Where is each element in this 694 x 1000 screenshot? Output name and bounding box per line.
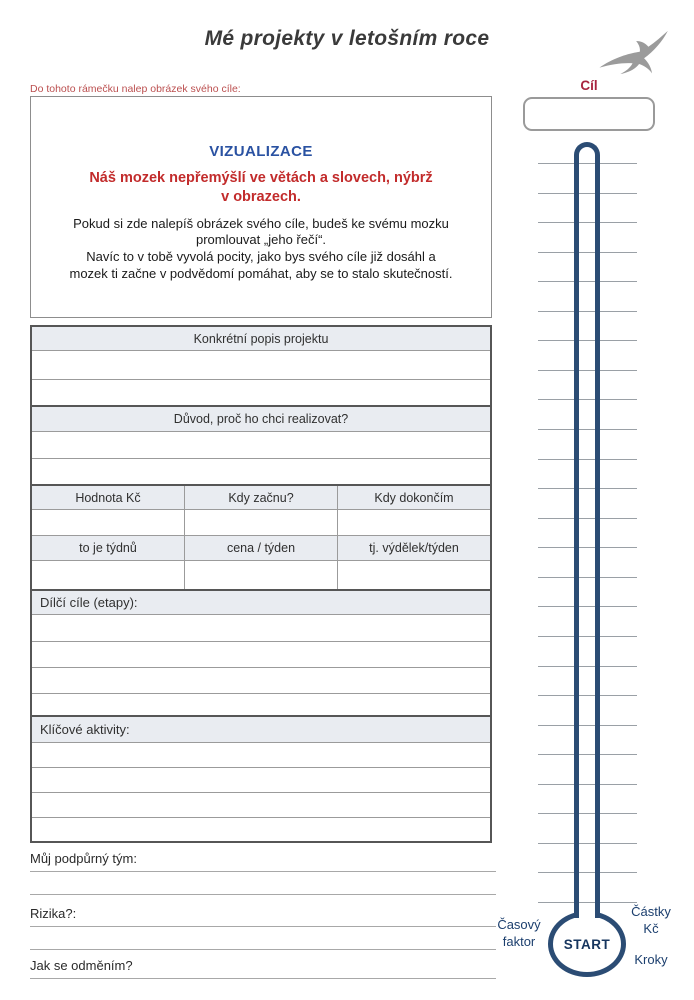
table-row <box>32 510 490 536</box>
section-key-activities <box>32 715 490 841</box>
table-header-cell: Kdy dokončím <box>337 486 490 509</box>
risks-label: Rizika?: <box>30 906 77 921</box>
thermometer-tube <box>574 142 600 918</box>
write-in-row <box>32 615 490 642</box>
section-milestones <box>32 589 490 715</box>
table-cell <box>32 561 184 589</box>
table-header-cell: cena / týden <box>184 536 337 560</box>
section-header: Klíčové aktivity: <box>32 717 490 743</box>
ruled-line <box>30 949 496 950</box>
section-header: Konkrétní popis projektu <box>32 327 490 351</box>
write-in-row <box>32 642 490 668</box>
goal-label: Cíl <box>580 78 598 93</box>
ruled-line <box>30 978 496 979</box>
table-header-cell: to je týdnů <box>79 541 137 555</box>
section-value-table <box>32 484 490 589</box>
visualization-body-line: Navíc to v tobě vyvolá pocity, jako bys svého cíle již dosáhl a <box>86 248 436 264</box>
write-in-row <box>32 768 490 793</box>
visualization-body-line: Pokud si zde nalepíš obrázek svého cíle, budeš ke svému mozku <box>73 215 449 231</box>
amounts-label: Částky Kč <box>631 904 671 936</box>
section-header: Důvod, proč ho chci realizovat? <box>32 407 490 432</box>
table-header-row <box>32 536 490 561</box>
write-in-row <box>32 459 490 484</box>
write-in-row <box>32 793 490 818</box>
time-factor-label: Časový faktor <box>497 917 541 949</box>
table-cell <box>337 561 490 589</box>
visualization-body-line: mozek ti začne v podvědomí pomáhat, aby se to stalo skutečností. <box>69 265 453 281</box>
table-header-cell: Kdy začnu? <box>184 486 337 509</box>
start-label: START <box>563 936 611 952</box>
ruled-line <box>30 894 496 895</box>
table-row <box>32 561 490 589</box>
table-cell <box>184 561 337 589</box>
goal-image-box <box>30 96 492 318</box>
table-header-cell: tj. výdělek/týden <box>337 536 490 560</box>
steps-label: Kroky <box>634 952 668 967</box>
ruled-line <box>30 926 496 927</box>
support-team-label: Můj podpůrný tým: <box>30 851 137 866</box>
visualization-heading: VIZUALIZACE <box>209 143 313 160</box>
table-cell <box>337 510 490 535</box>
write-in-row <box>32 351 490 380</box>
write-in-row <box>32 694 490 715</box>
visualization-body-line: promlouvat „jeho řečí“. <box>195 232 327 248</box>
section-header: Dílčí cíle (etapy): <box>32 591 490 615</box>
ruled-line <box>30 871 496 872</box>
write-in-row <box>32 668 490 694</box>
table-cell <box>32 510 184 535</box>
page-title: Mé projekty v letošním roce <box>204 27 490 50</box>
write-in-row <box>32 432 490 459</box>
eagle-icon <box>598 30 670 75</box>
write-in-row <box>32 380 490 405</box>
section-project-description <box>32 327 490 405</box>
project-form <box>30 325 492 843</box>
visualization-emphasis: Náš mozek nepřemýšlí ve větách a slovech, nýbrž v obrazech. <box>89 170 433 205</box>
table-cell <box>184 510 337 535</box>
section-reason <box>32 405 490 484</box>
write-in-row <box>32 818 490 841</box>
reward-label: Jak se odměním? <box>30 958 133 973</box>
table-header-row <box>32 486 490 510</box>
write-in-row <box>32 743 490 768</box>
paste-instruction: Do tohoto rámečku nalep obrázek svého cíle: <box>30 83 241 95</box>
goal-value-box <box>523 97 655 131</box>
table-header-cell: Hodnota Kč <box>75 490 141 505</box>
